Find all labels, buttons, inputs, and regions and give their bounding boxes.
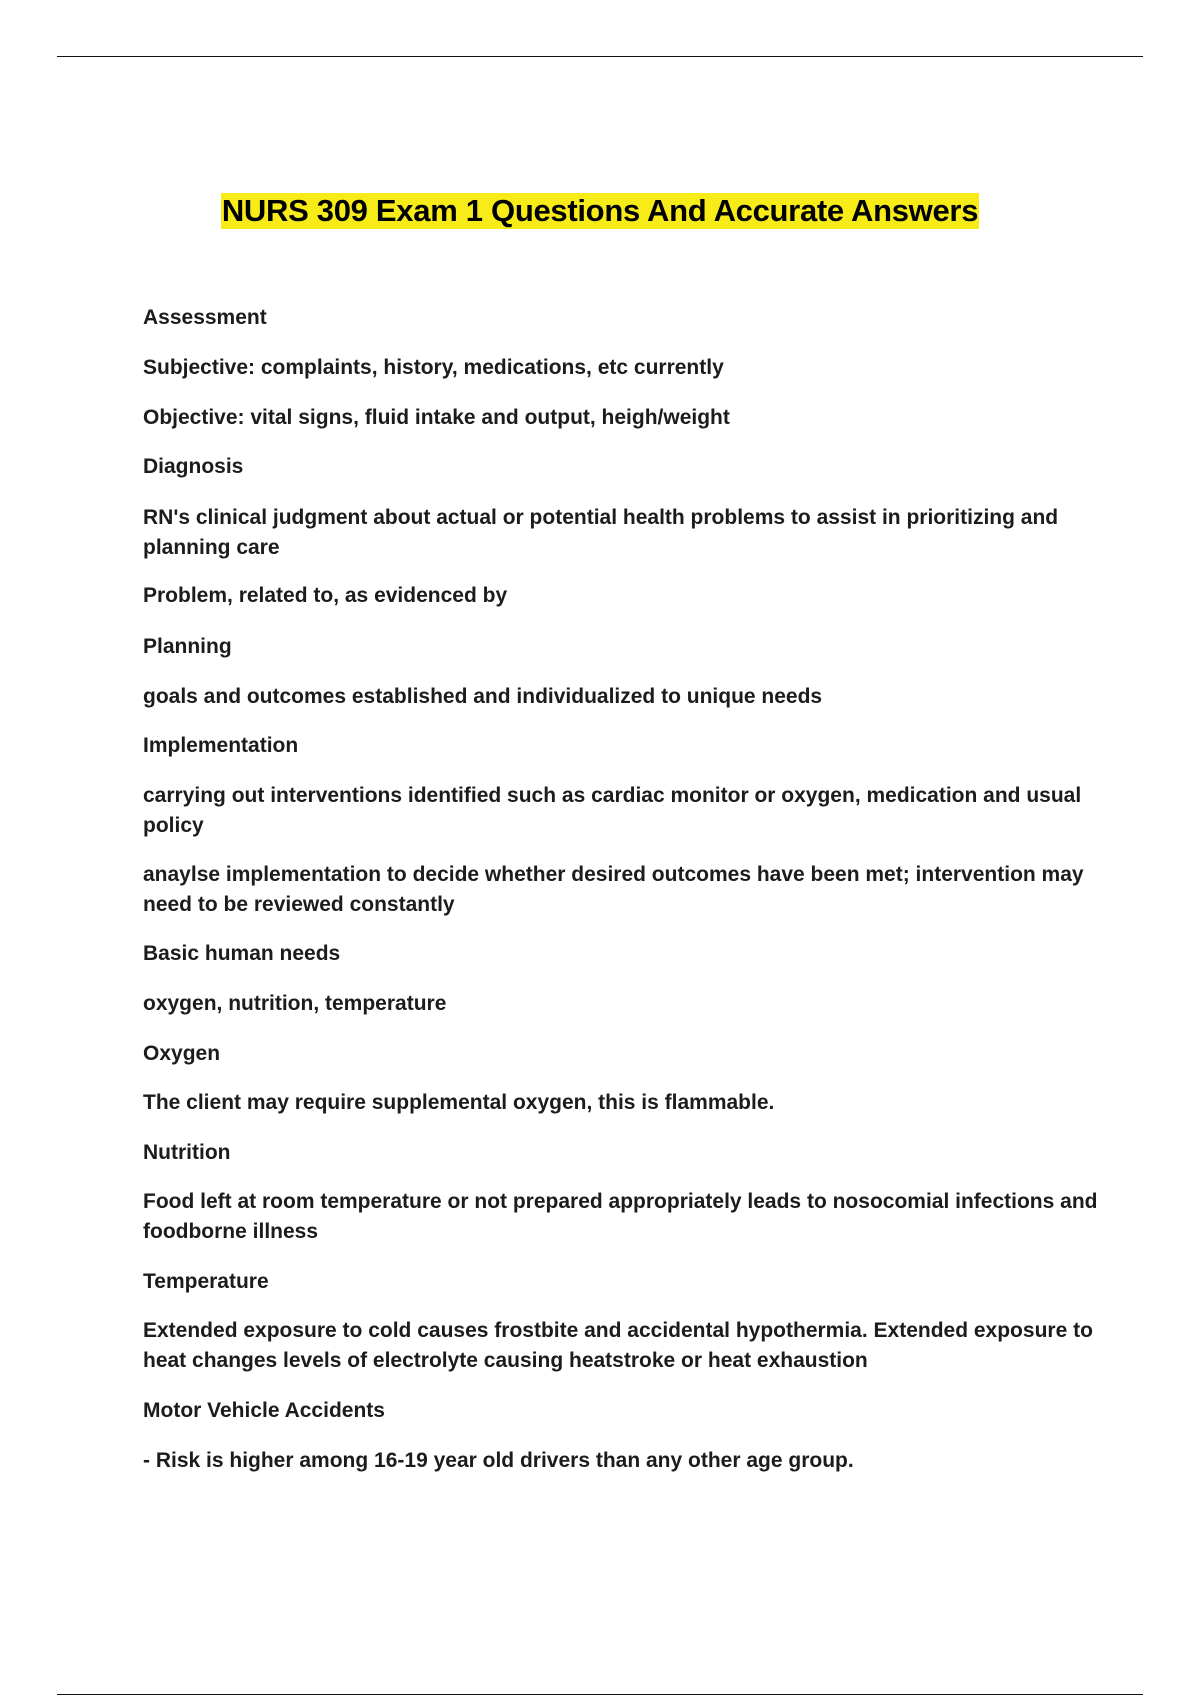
definition-oxygen: The client may require supplemental oxygen, this is flammable. — [143, 1091, 775, 1114]
term-diagnosis: Diagnosis — [143, 455, 244, 478]
title-wrap — [0, 193, 1200, 229]
term-oxygen: Oxygen — [143, 1042, 221, 1065]
definition-temperature: Extended exposure to cold causes frostbite and accidental hypothermia. Extended exposure to heat changes levels of electrolyte causing heatstroke or heat exhaustion — [143, 1319, 1093, 1372]
definition-diagnosis: RN's clinical judgment about actual or potential health problems to assist in prioritizing and planning care — [143, 506, 1059, 559]
top-rule — [57, 56, 1143, 57]
term-implementation: Implementation — [143, 734, 299, 757]
term-planning: Planning — [143, 635, 232, 658]
term-basic-human-needs: Basic human needs — [143, 942, 341, 965]
definition-subjective: Subjective: complaints, history, medications, etc currently — [143, 356, 724, 379]
term-temperature: Temperature — [143, 1270, 269, 1293]
definition-nutrition: Food left at room temperature or not prepared appropriately leads to nosocomial infections and foodborne illness — [143, 1190, 1098, 1243]
document-title: NURS 309 Exam 1 Questions And Accurate Answers — [221, 193, 979, 228]
term-motor-vehicle-accidents: Motor Vehicle Accidents — [143, 1399, 385, 1422]
definition-basic-human-needs: oxygen, nutrition, temperature — [143, 992, 447, 1015]
definition-implementation: carrying out interventions identified such as cardiac monitor or oxygen, medication and usual policy — [143, 784, 1082, 837]
definition-evaluation: anaylse implementation to decide whether desired outcomes have been met; intervention may need to be reviewed constantly — [143, 863, 1084, 916]
definition-problem-format: Problem, related to, as evidenced by — [143, 584, 508, 607]
definition-motor-vehicle-accidents: - Risk is higher among 16-19 year old drivers than any other age group. — [143, 1449, 854, 1472]
definition-objective: Objective: vital signs, fluid intake and output, heigh/weight — [143, 406, 730, 429]
term-nutrition: Nutrition — [143, 1141, 231, 1164]
definition-planning: goals and outcomes established and individualized to unique needs — [143, 685, 823, 708]
bottom-rule — [57, 1694, 1143, 1695]
term-assessment: Assessment — [143, 306, 267, 329]
